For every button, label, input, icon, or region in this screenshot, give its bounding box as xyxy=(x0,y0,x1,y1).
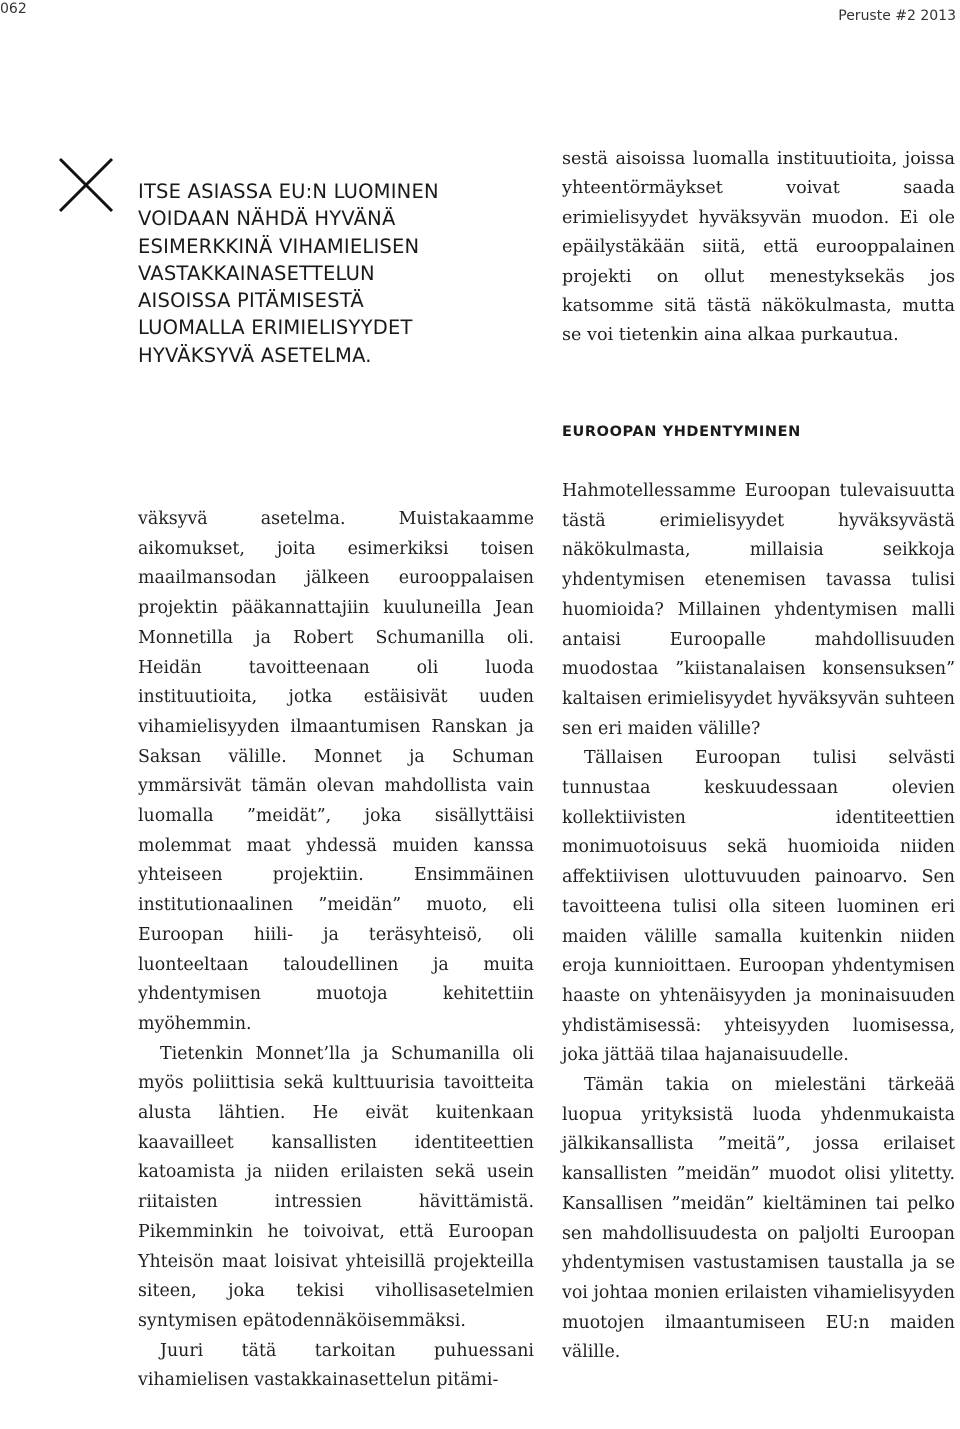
pull-quote-line: ESIMERKKINÄ VIHAMIELISEN xyxy=(138,234,420,258)
pull-quote-line: HYVÄKSYVÄ ASETELMA. xyxy=(138,343,372,367)
pull-quote-line: ITSE ASIASSA EU:N LUOMINEN xyxy=(138,180,439,203)
pull-quote-line: VOIDAAN NÄHDÄ HYVÄNÄ xyxy=(138,207,396,231)
top-right-column xyxy=(562,145,955,351)
page-number: 062 xyxy=(0,1,27,17)
pull-quote xyxy=(138,178,498,369)
paragraph: Tällaisen Euroopan tulisi selvästi tunnustaa keskuudessaan olevien kollektiivisten identiteettien monimuotoisuus sekä huomioida niiden affektiivisen ulottuvuuden painoarvo. Sen tavoitteena tulisi olla siteen luominen eri maiden välille samalla kuitenkin niiden eroja kunnioittaen. Euroopan yhdentymisen haaste on yhtenäisyyden ja moninaisuuden yhdistämisessä: yhteisyyden luomisessa, joka jättää tilaa hajanaisuudelle. xyxy=(562,748,955,1066)
paragraph: Hahmotellessamme Euroopan tulevaisuutta tästä erimielisyydet hyväksyvästä näkökulmasta, millaisia seikkoja yhdentymisen etenemisen tavassa tulisi huomioida? Millainen yhdentymisen malli antaisi Euroopalle mahdollisuuden muodostaa ”kiistanalaisen konsensuksen” kaltaisen erimielisyydet hyväksyvän suhteen sen eri maiden välille? xyxy=(562,481,956,739)
paragraph: väksyvä asetelma. Muistakaamme aikomukset, joita esimerkiksi toisen maailmansodan jälkeen eurooppalaisen projektin pääkannattajiin kuuluneilla Jean Monnetilla ja Robert Schumanilla oli. Heidän tavoitteenaan oli luoda instituutioita, jotka estäisivät uuden vihamielisyyden ilmaantumisen Ranskan ja Saksan välille. Monnet ja Schuman ymmärsivät tämän olevan mahdollista vain luomalla ”meidät”, joka sisällyttäisi molemmat maat yhdessä muiden kanssa yhteiseen projektiin. Ensimmäinen institutionaalinen ”meidän” muoto, eli Euroopan hiili- ja teräsyhteisö, oli luonteeltaan taloudellinen ja muita yhdentymisen muotoja kehitettiin myöhemmin. xyxy=(138,509,534,1034)
pull-quote-line: AISOISSA PITÄMISESTÄ xyxy=(138,289,364,313)
section-heading: EUROOPAN YHDENTYMINEN xyxy=(562,424,801,440)
right-column xyxy=(562,477,955,1368)
pull-quote-line: LUOMALLA ERIMIELISYYDET xyxy=(138,316,413,340)
issue-label: Peruste #2 2013 xyxy=(838,8,956,24)
paragraph: Juuri tätä tarkoitan puhuessani vihamielisen vastakkainasettelun pitämi- xyxy=(138,1340,534,1391)
left-column xyxy=(138,505,534,1396)
paragraph: Tietenkin Monnet’lla ja Schumanilla oli myös poliittisia sekä kulttuurisia tavoitteita alusta lähtien. He eivät kuitenkaan kaavailleet kansallisten identiteettien katoamista ja niiden erilaisten sekä usein riitaisten intressien hävittämistä. Pikemminkin he toivoivat, että Euroopan Yhteisön maat loisivat yhteisillä projekteilla siteen, joka tekisi vihollisasetelmien syntymisen epätodennäköisemmäksi. xyxy=(138,1043,534,1331)
paragraph: sestä aisoissa luomalla instituutioita, joissa yhteentörmäykset voivat saada erimielisyydet hyväksyvän muodon. Ei ole epäilystäkään siitä, että eurooppalainen projekti on ollut menestyksekäs jos katsomme sitä tästä näkökulmasta, mutta se voi tietenkin aina alkaa purkautua. xyxy=(562,149,955,346)
paragraph: Tämän takia on mielestäni tärkeää luopua yrityksistä luoda yhdenmukaista jälkikansallista ”meitä”, jossa erilaiset kansallisten ”meidän” muodot olisi ylitetty. Kansallisen ”meidän” kieltäminen tai pelko sen mahdollisuudesta on paljolti Euroopan yhdentymisen vastustamisen taustalla ja se voi johtaa monien erilaisten vihamielisyyden muotojen ilmaantumiseen EU:n maiden välille. xyxy=(562,1075,955,1363)
cross-icon xyxy=(58,157,114,213)
pull-quote-line: VASTAKKAINASETTELUN xyxy=(138,261,375,285)
